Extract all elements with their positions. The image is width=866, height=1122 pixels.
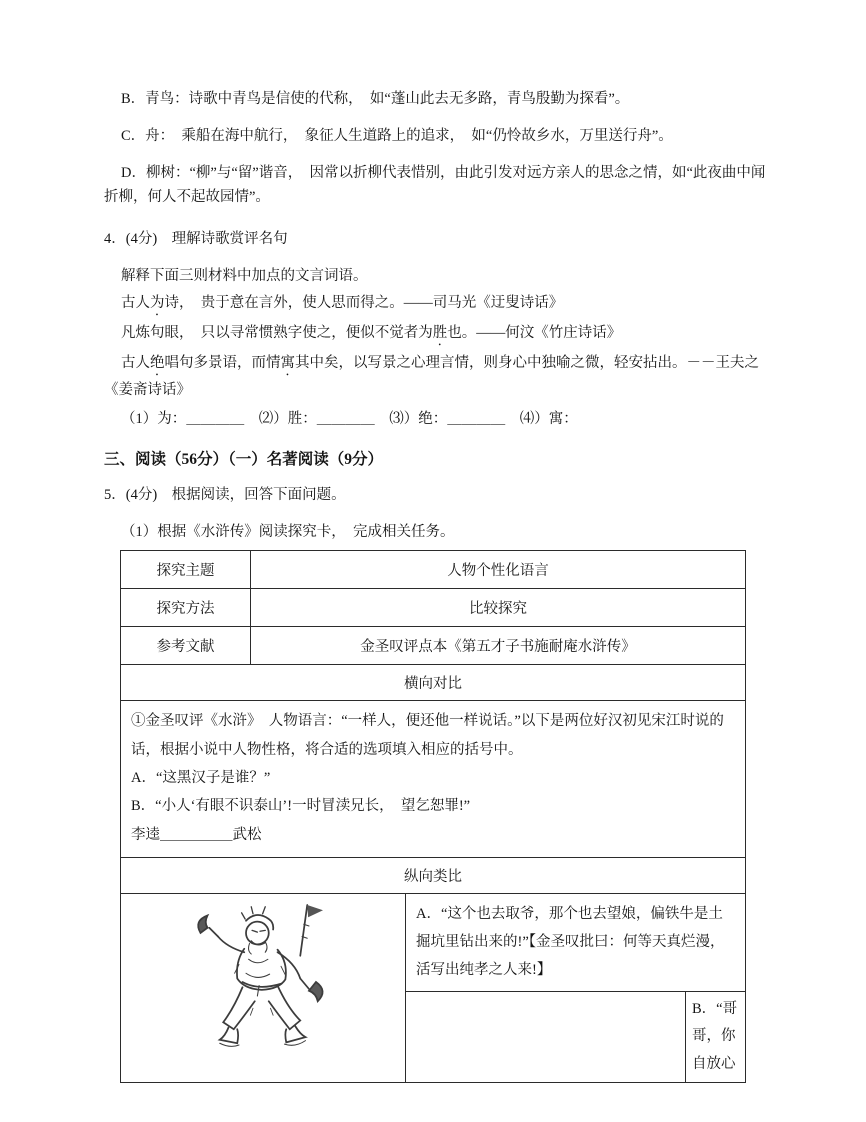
option-d-line: D．柳树：“柳”与“留”谐音， 因常以折柳代表惜别，由此引发对远方亲人的思念之情，如“此夜曲中闻折柳，何人不起故园情”。 bbox=[104, 164, 766, 205]
reference-value-cell: 金圣叹评点本《第五才子书施耐庵水浒传》 bbox=[251, 627, 746, 665]
material-2 bbox=[104, 322, 766, 349]
table-row bbox=[121, 701, 746, 857]
exploration-card-table bbox=[120, 550, 746, 1083]
theme-label-cell: 探究主题 bbox=[121, 551, 251, 589]
li-kui-illustration-cell bbox=[121, 893, 406, 1082]
table-row bbox=[121, 665, 746, 701]
question-4-intro: 解释下面三则材料中加点的文言词语。 bbox=[121, 267, 368, 284]
question-5-sub: （1）根据《水浒传》阅读探究卡， 完成相关任务。 bbox=[121, 523, 455, 540]
empty-answer-cell bbox=[406, 991, 686, 1083]
table-row bbox=[121, 589, 746, 627]
vertical-quote-b-cell: B．“哥哥，你自放心 bbox=[686, 991, 746, 1083]
method-value-cell: 比较探究 bbox=[251, 589, 746, 627]
material-1 bbox=[104, 292, 766, 319]
material-2-text-post: 也。——何汶《竹庄诗话》 bbox=[447, 324, 622, 341]
material-3-text-2: 唱句多景语，而情 bbox=[164, 354, 281, 371]
table-row bbox=[121, 627, 746, 665]
table-row bbox=[121, 551, 746, 589]
horizontal-compare-body-cell bbox=[121, 701, 746, 857]
material-3-dotted-char-2: 寓 bbox=[280, 354, 295, 371]
horizontal-option-a: A．“这黑汉子是谁？” bbox=[131, 770, 271, 786]
horizontal-fill-line: 李逵＿＿＿＿＿武松 bbox=[131, 826, 262, 843]
option-c-line: C．舟： 乘船在海中航行， 象征人生道路上的追求， 如“仍怜故乡水，万里送行舟”。 bbox=[121, 127, 673, 144]
horizontal-option-b: B．“小人‘有眼不识泰山’!一时冒渎兄长， 望乞恕罪!” bbox=[131, 798, 471, 815]
reference-label-cell: 参考文献 bbox=[121, 627, 251, 665]
li-kui-sketch-illustration bbox=[176, 898, 351, 1073]
question-4-heading: 4．(4分) 理解诗歌赏评名句 bbox=[104, 230, 288, 247]
material-2-text-pre: 凡炼句眼， 只以寻常惯熟字使之，便似不觉者为 bbox=[121, 324, 433, 341]
theme-value-cell: 人物个性化语言 bbox=[251, 551, 746, 589]
material-3-text-3: 其中矣，以写景之心理言情，则身心中独喻之微，轻安拈出。－－王夫之《姜斋诗话》 bbox=[104, 354, 759, 398]
table-row bbox=[121, 857, 746, 893]
method-label-cell: 探究方法 bbox=[121, 589, 251, 627]
material-2-dotted-char: 胜 bbox=[432, 324, 448, 341]
horizontal-compare-title-cell: 横向对比 bbox=[121, 665, 746, 701]
material-1-text-pre: 古人 bbox=[121, 294, 150, 311]
option-b-line: B．青鸟：诗歌中青鸟是信使的代称， 如“蓬山此去无多路，青鸟殷勤为探看”。 bbox=[121, 91, 630, 107]
material-3 bbox=[104, 352, 766, 403]
section-3-heading: 三、阅读（56分）（一）名著阅读（9分） bbox=[104, 451, 384, 469]
vertical-analogy-title-cell: 纵向类比 bbox=[121, 857, 746, 893]
material-1-text-post: 诗， 贵于意在言外，使人思而得之。——司马光《迂叟诗话》 bbox=[164, 294, 564, 311]
question-5-heading: 5．(4分) 根据阅读，回答下面问题。 bbox=[104, 486, 346, 503]
table-row bbox=[121, 893, 746, 991]
horizontal-intro: ①金圣叹评《水浒》 人物语言：“一样人，便还他一样说话。”以下是两位好汉初见宋江时说的话，根据小说中人物性格，将合适的选项填入相应的括号中。 bbox=[131, 713, 724, 758]
vertical-quote-a-cell: A．“这个也去取爷，那个也去望娘，偏铁牛是土掘坑里钻出来的!”【金圣叹批曰：何等天真烂漫， 活写出纯孝之人来!】 bbox=[406, 893, 746, 991]
material-3-dotted-char-1: 绝 bbox=[150, 354, 165, 371]
question-4-blanks: （1）为：＿＿＿＿ ⑵）胜：＿＿＿＿ ⑶）绝：＿＿＿＿ ⑷）寓： bbox=[121, 411, 578, 428]
material-3-text-1: 古人 bbox=[121, 354, 150, 371]
material-1-dotted-char: 为 bbox=[150, 294, 165, 311]
